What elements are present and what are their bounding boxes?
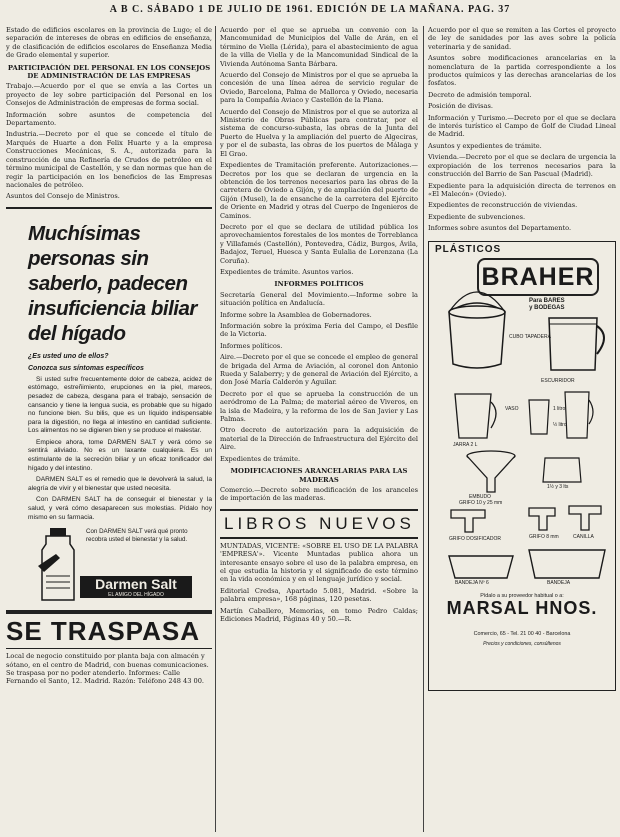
product-label: BANDEJA (547, 579, 571, 586)
paragraph: MUNTADAS, VICENTE: «SOBRE EL USO DE LA PALABRA 'EMPRESA'». Vicente Muntadas publica ahora un interesante ensayo sobre el uso de la palabra empresa, en el que estudia la historia y el significado de este término en la vida económica y en el lenguaje jurídico y social. (220, 541, 418, 584)
paragraph: Estado de edificios escolares en la provincia de Lugo; el de separación de intereses de obras en edificios de enseñanza, y de clasificación de edificios escolares de Enseñanza Media de Grado elemental y superior. (6, 26, 212, 60)
section-heading: INFORMES POLÍTICOS (274, 280, 364, 289)
paragraph: Información sobre la próxima Feria del Campo, el Desfile de la Victoria. (220, 322, 418, 339)
paragraph: Expedientes de Tramitación preferente. Autorizaciones.—Decretos por los que se declaran de urgencia en la obtención de los terrenos necesarios para las obras de la carretera de Oviedo a Gijón, y de ampliación del puerto de Gijón (Musel), la de ensanche de la carretera del Ejército de Oriente en Madrid y otras del Cuerpo de Ingenieros de Caminos. (220, 161, 418, 220)
paragraph: Expedientes de trámite. Asuntos varios. (220, 267, 354, 276)
plastic-jug-icon (549, 318, 604, 370)
marsal-logo: MARSAL HNOS. (446, 597, 598, 618)
ad-body (28, 376, 212, 523)
product-label: 1 litro (553, 405, 566, 412)
traspasa-text: Local de negocio constituido por planta baja con almacén y sótano, en el centro de Madrid, con buenas comunicaciones. Se traspasa por no poder atenderlo. Informes: Calle Fernando el Santo, 12. Madrid. Razón: Teléfono 248 43 00. (6, 652, 209, 686)
ad-paragraph: Si usted sufre frecuentemente dolor de cabeza, acidez de estómago, estreñimiento, erupciones en la piel, mareos, pesadez de cabeza, desgana para el trabajo, sensación de cansancio y tiene la lengua sucia, es probable que su hígado no funcione bien. Su bilis, que es un líquido indispensable para la digestión, no llega al intestino en cantidad suficiente. Los alimentos no se digieren bien y se produce el malestar. (28, 375, 212, 435)
paragraph: Vivienda.—Decreto por el que se declara de urgencia la expropiación de los terrenos necesarios para la construcción del Barrio de San Pascual (Madrid). (428, 153, 616, 179)
paragraph: Otro decreto de autorización para la adquisición de material de la Dirección de Infraestructura del Ejército del Aire. (220, 426, 418, 452)
darmen-salt-bottle-icon (36, 526, 80, 606)
ad-note: Precios y condiciones, consúltenos (483, 640, 561, 647)
paragraph: Expediente de subvenciones. (428, 212, 526, 221)
paragraph: Informe sobre la Asamblea de Gobernadores. (220, 310, 372, 319)
tray-icon (449, 550, 605, 578)
ad-caption: Con DARMEN SALT verá qué pronto recobra usted el bienestar y la salud. (86, 528, 188, 544)
paragraph: Editorial Credsa, Apartado 5.081, Madrid. «Sobre la palabra empresa», 168 páginas, 120 pesetas. (220, 586, 418, 604)
braher-logo: BRAHER (477, 258, 599, 296)
ad-headline: Muchísimas personas sin saberlo, padecen insuficiencia biliar del hígado (28, 221, 197, 345)
tap-icon (451, 506, 601, 532)
paragraph: Decreto por el que se aprueba la construcción de un aeródromo de La Palma; de material aéreo de Viveros, en la isla de Madeira, y la reforma de los de San Javier y Las Palmas. (220, 389, 418, 424)
product-label: ESCURRIDOR (541, 377, 575, 384)
paragraph: Expedientes de reconstrucción de viviendas. (428, 201, 578, 210)
glass-icon (455, 392, 593, 438)
paragraph: Aire.—Decreto por el que se concede el empleo de general de brigada del Arma de Aviación, al coronel don Antonio Rueda y Salaberry; y de general de Aviación del Ejército, a don José María Calderón y Aguilar. (220, 353, 418, 387)
product-label: GRIFO 8 mm (529, 533, 559, 540)
product-label: VASO (505, 405, 519, 412)
page-header: A B C. SÁBADO 1 DE JULIO DE 1961. EDICIÓN DE LA MAÑANA. PAG. 37 (109, 4, 511, 15)
product-label: BANDEJA Nº 6 (455, 579, 489, 586)
darmen-salt-logo: Darmen Salt EL AMIGO DEL HÍGADO (80, 576, 192, 598)
paragraph: Acuerdo por el que se aprueba un convenio con la Mancomunidad de Municipios del Valle de Arán, en el término de Viella (Lérida), para el abastecimiento de agua de la villa de Viella y de la Mancomunidad Sindical de la Vivienda Autónoma Santa Bárbara. (220, 26, 418, 68)
paragraph: Industria.—Decreto por el que se concede el título de Marqués de Huarte a don Felix Huarte y a la empresa Construcciones Mecánicas, S. A., autorizada para la construcción de una Refinería de Crudos de petróleo en el término municipal de Castellón, y se dan normas que han de regir la participación en los beneficios de las Empresas nacionales de petróleo. (6, 130, 212, 189)
paragraph: Acuerdo por el que se remiten a las Cortes el proyecto de ley de sanidades por las aves sobre la policía veterinaria y de sanidad. (428, 26, 616, 51)
paragraph: Secretaría General del Movimiento.—Informe sobre la situación política en Andalucía. (220, 290, 418, 308)
ad-subheading: Conozca sus síntomas específicos (28, 364, 144, 372)
paragraph: Informes políticos. (220, 341, 283, 350)
column-rule-1 (215, 26, 216, 832)
ad-paragraph: Empiece ahora, tome DARMEN SALT y verá cómo se sentirá aliviado. No es un laxante cualquiera. Es un estimulante de la secreción biliar y un eficaz tonificador del hígado y del intestino. (28, 438, 212, 472)
product-label: 1½ y 3 lts (547, 483, 569, 490)
column-rule-2 (423, 26, 424, 832)
ad-product-area (6, 526, 212, 606)
libros-nuevos-heading: LIBROS NUEVOS (220, 509, 418, 539)
paragraph: Comercio.—Decreto sobre modificación de los aranceles de importación de las maderas. (220, 485, 418, 503)
product-label: GRIFO DOSIFICADOR (449, 535, 501, 542)
paragraph: Trabajo.—Acuerdo por el que se envía a las Cortes un proyecto de ley sobre participación del Personal en los Consejos de Administración de empresas de forma social. (6, 82, 212, 108)
paragraph: Información y Turismo.—Decreto por el que se declara de interés turístico el Campo de Golf de Ciudad Lineal de Madrid. (428, 113, 616, 139)
plastic-bucket-icon (449, 292, 505, 368)
column-2 (220, 26, 418, 834)
paragraph: Decreto por el que se declara de utilidad pública los aprovechamientos forestales de los montes de Torreblanca y Villafamés (Castellón), Pontevedra, Cádiz, Burgos, Ávila, Badajoz, Teruel, Huesca y Santa Eulalia de Lorenzana (La Coruña). (220, 222, 418, 265)
section-heading: PARTICIPACIÓN DEL PERSONAL EN LOS CONSEJOS DE ADMINISTRACIÓN DE LAS EMPRESAS (7, 63, 211, 81)
product-label: JARRA 2 L (453, 441, 478, 448)
paragraph: Acuerdo del Consejo de Ministros por el que se aprueba la concesión de una línea aérea de servicio regular de Oviedo, Barcelona, Palma de Mallorca y Oviedo, necesaria para la Compañía Aviaco y Castellón de la Plana. (220, 71, 418, 105)
product-label: GRIFO 10 y 25 mm (459, 499, 503, 506)
ad-paragraph: DARMEN SALT es el remedio que le devolverá la salud, la alegría de vivir y el bienestar que usted necesita. (28, 476, 212, 492)
darmen-salt-advertisement (6, 207, 212, 613)
paragraph: Expediente para la adquisición directa de terrenos en «El Malecón» (Oviedo). (428, 181, 616, 198)
traspasa-headline: SE TRASPASA (6, 612, 212, 649)
paragraph: Expedientes de trámite. (220, 454, 301, 463)
ad-paragraph: Con DARMEN SALT ha de conseguir el bienestar y la salud, y verá cómo desaparecen sus molestias. Pídalo hoy mismo en su farmacia. (28, 496, 212, 521)
paragraph: Acuerdo del Consejo de Ministros por el que se autoriza al Ministerio de Obras Públicas para contratar, por el sistema de concurso-subasta, las obras de la Junta del Puerto de Huelva y la ampliación del puerto de Algeciras, y por el de subasta, las obras de los puertos de Málaga y El Grao. (220, 107, 418, 158)
product-label: ½ litro (553, 421, 567, 428)
paragraph: Martín Caballero, Memorias, en tomo Pedro Caldas; Ediciones Madrid, Páginas 40 y 50.—R. (220, 606, 418, 623)
product-label: CUBO TAPADERA (509, 333, 551, 340)
paragraph: Información sobre asuntos de competencia del Departamento. (6, 110, 212, 128)
paragraph: Asuntos del Consejo de Ministros. (6, 192, 120, 201)
product-label: EMBUDO (469, 493, 491, 500)
ad-category-label: PLÁSTICOS (435, 243, 502, 255)
ad-subtitle: Para BARES y BODEGAS (529, 297, 565, 311)
braher-plastics-advertisement (428, 241, 616, 691)
paragraph: Asuntos sobre modificaciones arancelarias en la nomenclatura de la partida correspondiente a los productos químicos y las derechas arancelarias de los fosfatos. (428, 54, 616, 88)
product-label: CANILLA (573, 533, 594, 540)
ad-call-to-action: Pídalo a su proveedor habitual o a: (480, 592, 564, 599)
ad-subheading: ¿Es usted uno de ellos? (28, 352, 109, 360)
ad-address: Comercio, 65 - Tel. 21 00 40 - Barcelona (473, 630, 571, 637)
paragraph: Decreto de admisión temporal. (428, 90, 532, 99)
column-3 (428, 26, 616, 834)
paragraph: Asuntos y expedientes de trámite. (428, 141, 542, 150)
paragraph: Informes sobre asuntos del Departamento. (428, 224, 572, 233)
column-1 (6, 26, 212, 834)
section-heading: MODIFICACIONES ARANCELARIAS PARA LAS MADERAS (230, 467, 408, 484)
paragraph: Posición de divisas. (428, 102, 493, 111)
